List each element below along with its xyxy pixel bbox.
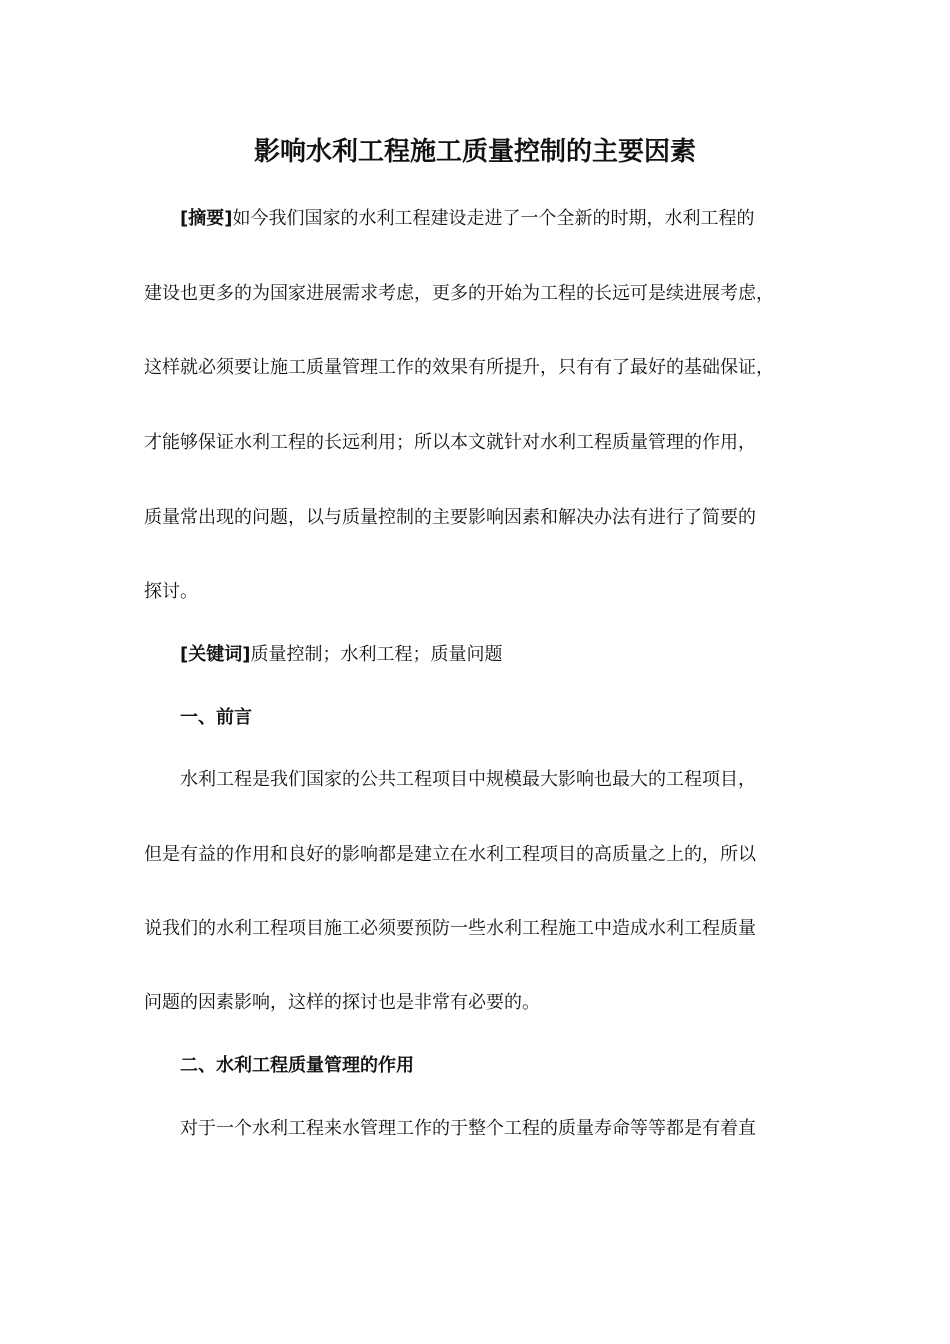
abstract-line-2: 建设也更多的为国家进展需求考虑，更多的开始为工程的长远可是续进展考虑， — [144, 283, 774, 304]
section1-line-2: 但是有益的作用和良好的影响都是建立在水利工程项目的高质量之上的，所以 — [144, 844, 756, 865]
abstract-line-4: 才能够保证水利工程的长远利用；所以本文就针对水利工程质量管理的作用， — [144, 432, 756, 453]
abstract-line-5: 质量常出现的问题，以与质量控制的主要影响因素和解决办法有进行了简要的 — [144, 507, 756, 528]
abstract-line-1 — [180, 206, 820, 232]
abstract-text-1: 如今我们国家的水利工程建设走进了一个全新的时期，水利工程的 — [232, 208, 755, 229]
keywords-label: [关键词] — [180, 644, 251, 665]
section1-line-1: 水利工程是我们国家的公共工程项目中规模最大影响也最大的工程项目， — [180, 769, 756, 790]
section1-line-3: 说我们的水利工程项目施工必须要预防一些水利工程施工中造成水利工程质量 — [144, 918, 756, 939]
abstract-line-6: 探讨。 — [144, 581, 198, 602]
abstract-label: [摘要] — [180, 208, 233, 229]
keywords-line — [180, 642, 820, 668]
abstract-line-3: 这样就必须要让施工质量管理工作的效果有所提升，只有有了最好的基础保证， — [144, 357, 774, 378]
section2-heading: 二、水利工程质量管理的作用 — [180, 1055, 414, 1076]
section2-line-1: 对于一个水利工程来水管理工作的于整个工程的质量寿命等等都是有着直 — [180, 1118, 756, 1139]
section1-heading: 一、前言 — [180, 707, 252, 728]
section1-line-4: 问题的因素影响，这样的探讨也是非常有必要的。 — [144, 992, 540, 1013]
keywords-text: 质量控制；水利工程；质量问题 — [250, 644, 503, 665]
document-title: 影响水利工程施工质量控制的主要因素 — [253, 137, 696, 167]
